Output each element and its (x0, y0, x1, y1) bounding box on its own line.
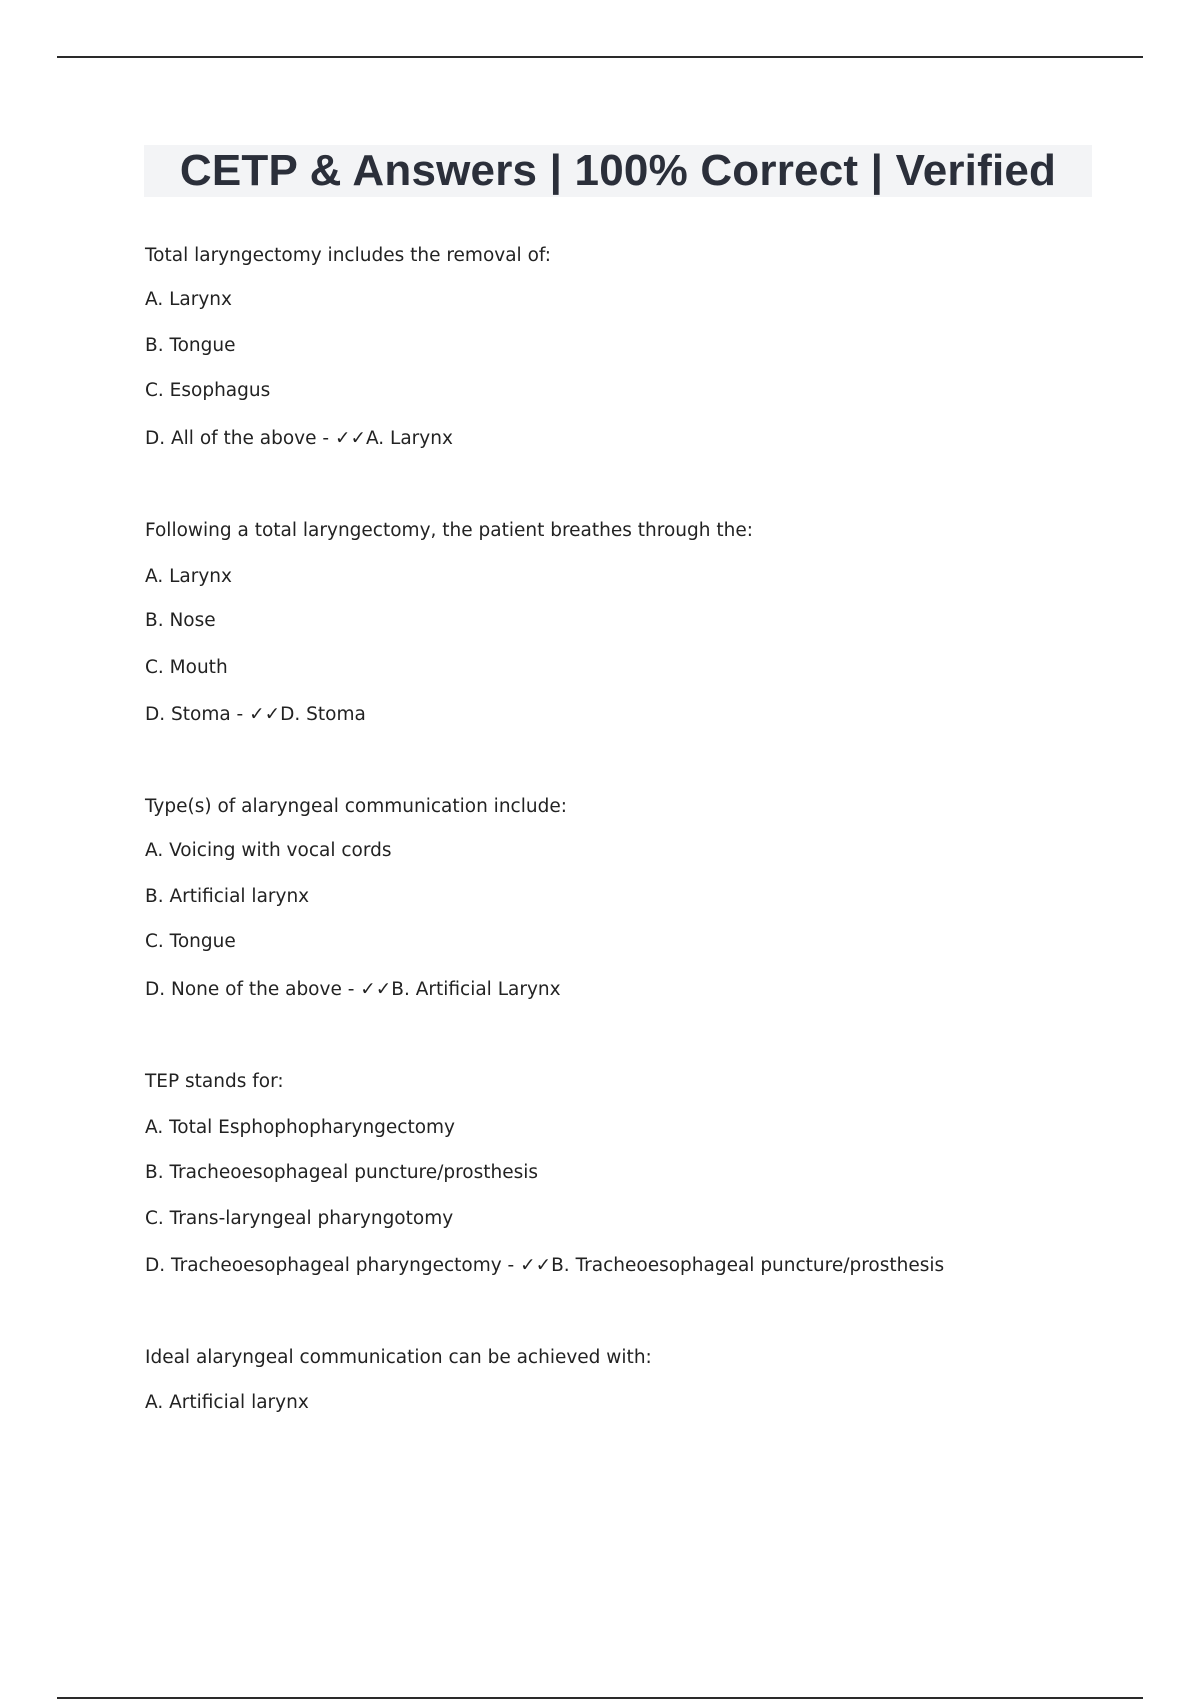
question-3-option-a: A. Voicing with vocal cords (145, 840, 392, 861)
document-title: CETP & Answers | 100% Correct | Verified (179, 146, 1057, 195)
question-1-prompt: Total laryngectomy includes the removal of: (145, 245, 551, 266)
question-4-option-b: B. Tracheoesophageal puncture/prosthesis (145, 1162, 539, 1183)
top-divider (57, 56, 1143, 58)
question-1-option-b: B. Tongue (145, 335, 236, 356)
question-1-option-c: C. Esophagus (145, 380, 271, 401)
title-banner (144, 145, 1092, 197)
question-2-option-b: B. Nose (145, 610, 216, 631)
bottom-divider (57, 1697, 1143, 1699)
question-4-prompt: TEP stands for: (145, 1071, 284, 1092)
question-2-option-d-answer: D. Stoma - ✓✓D. Stoma (145, 704, 366, 725)
question-1-option-a: A. Larynx (145, 289, 232, 310)
question-4-option-d-answer: D. Tracheoesophageal pharyngectomy - ✓✓B. Tracheoesophageal puncture/prosthesis (145, 1255, 945, 1276)
question-2-option-c: C. Mouth (145, 657, 228, 678)
question-4-option-c: C. Trans-laryngeal pharyngotomy (145, 1208, 454, 1229)
question-2-prompt: Following a total laryngectomy, the patient breathes through the: (145, 520, 753, 541)
question-5-prompt: Ideal alaryngeal communication can be achieved with: (145, 1347, 652, 1368)
question-3-option-d-answer: D. None of the above - ✓✓B. Artificial Larynx (145, 979, 561, 1000)
question-1-option-d-answer: D. All of the above - ✓✓A. Larynx (145, 428, 453, 449)
question-4-option-a: A. Total Esphophopharyngectomy (145, 1117, 456, 1138)
question-3-prompt: Type(s) of alaryngeal communication include: (145, 796, 567, 817)
question-3-option-c: C. Tongue (145, 931, 236, 952)
question-2-option-a: A. Larynx (145, 566, 232, 587)
question-3-option-b: B. Artificial larynx (145, 886, 310, 907)
question-5-option-a: A. Artificial larynx (145, 1392, 309, 1413)
